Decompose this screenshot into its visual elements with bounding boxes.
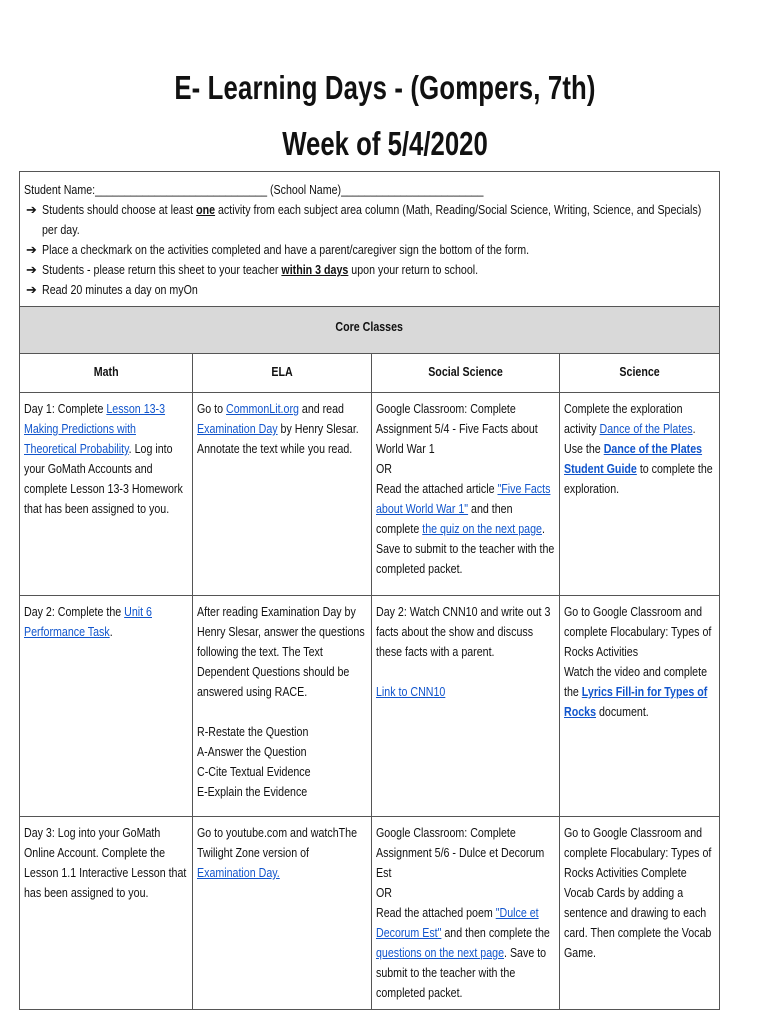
dance-of-the-plates-link[interactable]: Dance of the Plates — [599, 421, 693, 436]
examination-day-link[interactable]: Examination Day — [196, 421, 278, 436]
page-subtitle: Week of 5/4/2020 — [282, 125, 488, 162]
table-row — [20, 817, 720, 1010]
table-row — [20, 393, 720, 596]
arrow-icon: ➔ — [26, 262, 37, 277]
instruction-item: ➔ Read 20 minutes a day on myOn — [24, 280, 715, 300]
instructions-cell — [20, 172, 720, 307]
lyrics-fill-in-link[interactable]: Lyrics Fill-in for Types of Rocks — [564, 684, 708, 719]
core-classes-heading: Core Classes — [20, 307, 720, 354]
schedule-table — [19, 171, 720, 1010]
five-facts-link[interactable]: "Five Facts about World War 1" — [375, 481, 550, 516]
day1-social-science-cell: Google Classroom: Complete Assignment 5/4 - Five Facts about World War 1 OR Read the attached article "Five Facts about World War 1" and then complete the quiz on the next page. Save to submit to the teacher with the completed packet. — [371, 393, 560, 596]
day2-science-cell: Go to Google Classroom and complete Flocabulary: Types of Rocks Activities Watch the video and complete the Lyrics Fill-in for Types of Rocks document. — [560, 596, 720, 817]
questions-link[interactable]: questions on the next page — [375, 945, 504, 960]
day3-social-science-cell: Google Classroom: Complete Assignment 5/6 - Dulce et Decorum Est OR Read the attached poem "Dulce et Decorum Est" and then complete the questions on the next page. Save to submit to the teacher with the completed packet. — [371, 817, 560, 1010]
day2-ela-cell: After reading Examination Day by Henry Slesar, answer the questions following the text. The Text Dependent Questions should be answered using RACE. R-Restate the Question A-Answer the Question C-Cite Textual Evidence E-Explain the Evidence — [192, 596, 371, 817]
lesson-13-3-link[interactable]: Lesson 13-3 Making Predictions with Theoretical Probability — [24, 401, 166, 456]
instruction-item: ➔ Students should choose at least one activity from each subject area column (Math, Reading/Social Science, Writing, Science, and Specials) per day. — [26, 202, 702, 237]
table-row — [20, 596, 720, 817]
arrow-icon: ➔ — [26, 282, 37, 297]
instruction-item: ➔ Place a checkmark on the activities completed and have a parent/caregiver sign the bottom of the form. — [24, 240, 715, 260]
instruction-item: ➔ Students - please return this sheet to your teacher within 3 days upon your return to school. — [24, 260, 715, 280]
examination-day-video-link[interactable]: Examination Day. — [196, 865, 280, 880]
document-header — [0, 64, 770, 168]
unit-6-performance-task-link[interactable]: Unit 6 Performance Task — [24, 604, 152, 639]
day2-math-cell: Day 2: Complete the Unit 6 Performance Task. — [20, 596, 193, 817]
student-name-line[interactable]: Student Name:_____________________________ (School Name)________________________ — [24, 182, 484, 197]
header-social-science: Social Science — [371, 354, 560, 393]
header-science: Science — [560, 354, 720, 393]
day3-ela-cell: Go to youtube.com and watchThe Twilight Zone version of Examination Day. — [192, 817, 371, 1010]
day2-social-science-cell: Day 2: Watch CNN10 and write out 3 facts about the show and discuss these facts with a parent. Link to CNN10 — [371, 596, 560, 817]
student-guide-link[interactable]: Dance of the Plates Student Guide — [564, 441, 703, 476]
page-title: E- Learning Days - (Gompers, 7th) — [174, 69, 596, 106]
day1-math-cell: Day 1: Complete Lesson 13-3 Making Predictions with Theoretical Probability. Log into your GoMath Accounts and complete Lesson 13-3 Homework that has been assigned to you. — [20, 393, 193, 596]
dulce-et-decorum-link[interactable]: "Dulce et Decorum Est" — [375, 905, 539, 940]
commonlit-link[interactable]: CommonLit.org — [225, 401, 299, 416]
arrow-icon: ➔ — [26, 242, 37, 257]
day3-math-cell: Day 3: Log into your GoMath Online Account. Complete the Lesson 1.1 Interactive Lesson that has been assigned to you. — [20, 817, 193, 1010]
instructions-list — [24, 200, 715, 300]
cnn10-link[interactable]: Link to CNN10 — [375, 684, 445, 699]
arrow-icon: ➔ — [26, 202, 37, 217]
day1-science-cell: Complete the exploration activity Dance of the Plates. Use the Dance of the Plates Student Guide to complete the exploration. — [560, 393, 720, 596]
day3-science-cell: Go to Google Classroom and complete Flocabulary: Types of Rocks Activities Complete Vocab Cards by adding a sentence and drawing to each card. Then complete the Vocab Game. — [560, 817, 720, 1010]
header-ela: ELA — [192, 354, 371, 393]
quiz-link[interactable]: the quiz on the next page — [421, 521, 542, 536]
day1-ela-cell: Go to CommonLit.org and read Examination Day by Henry Slesar. Annotate the text while you read. — [192, 393, 371, 596]
header-math: Math — [20, 354, 193, 393]
